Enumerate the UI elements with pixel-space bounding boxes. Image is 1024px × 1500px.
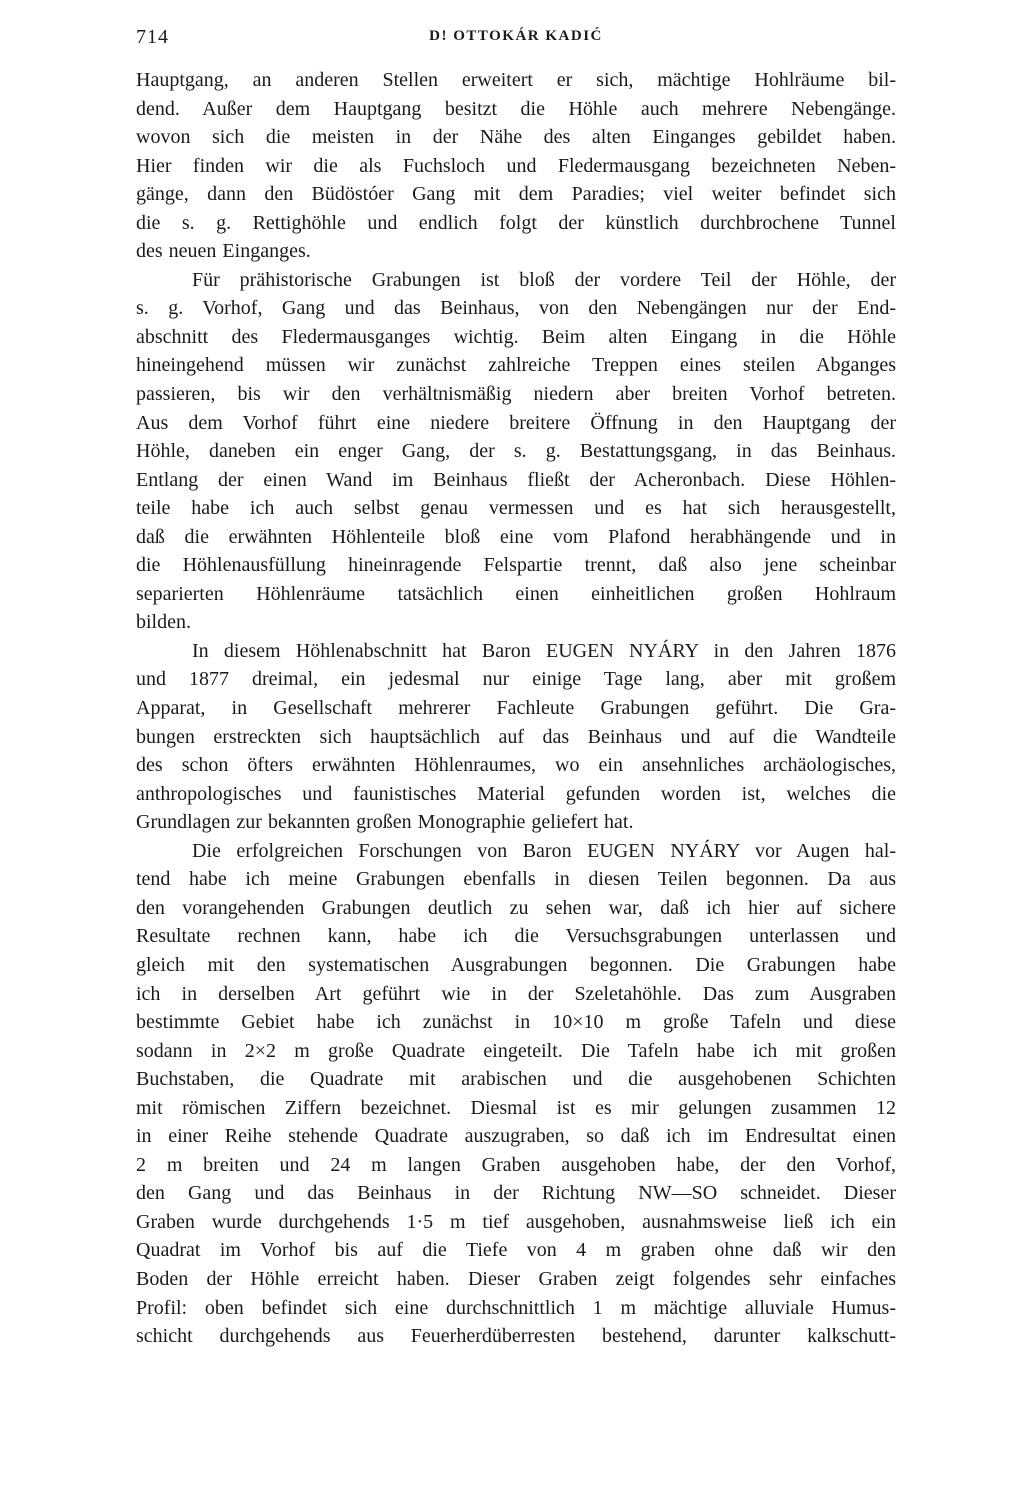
text-line: daß die erwähnten Höhlenteile bloß eine vom Plafond herabhängende und in [136, 525, 896, 548]
text-line: teile habe ich auch selbst genau vermessen und es hat sich herausgestellt, [136, 497, 896, 520]
text-line: Hier finden wir die als Fuchsloch und Fledermausgang bezeichneten Neben- [136, 154, 896, 177]
text-line: 2 m breiten und 24 m langen Graben ausgehoben habe, der den Vorhof, [136, 1153, 896, 1176]
text-line: Graben wurde durchgehends 1·5 m tief ausgehoben, ausnahmsweise ließ ich ein [136, 1210, 896, 1233]
text-line: anthropologisches und faunistisches Material gefunden worden ist, welches die [136, 782, 896, 805]
text-line: Quadrat im Vorhof bis auf die Tiefe von 4 m graben ohne daß wir den [136, 1239, 896, 1262]
body-text [136, 66, 896, 1351]
text-line: Boden der Höhle erreicht haben. Dieser Graben zeigt folgendes sehr einfaches [136, 1267, 896, 1290]
text-line: den vorangehenden Grabungen deutlich zu sehen war, daß ich hier auf sichere [136, 896, 896, 919]
text-line: separierten Höhlenräume tatsächlich einen einheitlichen großen Hohlraum [136, 582, 896, 605]
text-line: hineingehend müssen wir zunächst zahlreiche Treppen eines steilen Abganges [136, 354, 896, 377]
text-line: in einer Reihe stehende Quadrate auszugraben, so daß ich im Endresultat einen [136, 1125, 896, 1148]
text-line: Apparat, in Gesellschaft mehrerer Fachleute Grabungen geführt. Die Gra- [136, 697, 896, 720]
text-line: und 1877 dreimal, ein jedesmal nur einige Tage lang, aber mit großem [136, 668, 896, 691]
text-line: mit römischen Ziffern bezeichnet. Diesmal ist es mir gelungen zusammen 12 [136, 1096, 896, 1119]
paragraph-start-line: In diesem Höhlenabschnitt hat Baron EUGEN NYÁRY in den Jahren 1876 [192, 639, 896, 662]
text-line: den Gang und das Beinhaus in der Richtung NW—SO schneidet. Dieser [136, 1182, 896, 1205]
text-line: Entlang der einen Wand im Beinhaus fließt der Acheronbach. Diese Höhlen- [136, 468, 896, 491]
text-line: dend. Außer dem Hauptgang besitzt die Höhle auch mehrere Nebengänge. [136, 97, 896, 120]
text-line: abschnitt des Fledermausganges wichtig. Beim alten Eingang in die Höhle [136, 325, 896, 348]
text-line: des schon öfters erwähnten Höhlenraumes, wo ein ansehnliches archäologisches, [136, 754, 896, 777]
text-line: die Höhlenausfüllung hineinragende Felspartie trennt, daß also jene scheinbar [136, 554, 896, 577]
text-line: gänge, dann den Büdöstóer Gang mit dem Paradies; viel weiter befindet sich [136, 183, 896, 206]
paragraph-start-line: Die erfolgreichen Forschungen von Baron EUGEN NYÁRY vor Augen hal- [192, 839, 896, 862]
text-line: Resultate rechnen kann, habe ich die Versuchsgrabungen unterlassen und [136, 925, 896, 948]
page-number: 714 [136, 26, 169, 48]
text-line: wovon sich die meisten in der Nähe des alten Einganges gebildet haben. [136, 126, 896, 149]
text-line: Höhle, daneben ein enger Gang, der s. g. Bestattungsgang, in das Beinhaus. [136, 440, 896, 463]
text-line: s. g. Vorhof, Gang und das Beinhaus, von den Nebengängen nur der End- [136, 297, 896, 320]
text-line: bilden. [136, 611, 191, 634]
text-line: gleich mit den systematischen Ausgrabungen begonnen. Die Grabungen habe [136, 953, 896, 976]
text-line: passieren, bis wir den verhältnismäßig niedern aber breiten Vorhof betreten. [136, 383, 896, 406]
text-line: bungen erstreckten sich hauptsächlich auf das Beinhaus und auf die Wandteile [136, 725, 896, 748]
text-line: ich in derselben Art geführt wie in der Szeletahöhle. Das zum Ausgraben [136, 982, 896, 1005]
paragraph-start-line: Für prähistorische Grabungen ist bloß der vordere Teil der Höhle, der [192, 268, 896, 291]
text-line: Buchstaben, die Quadrate mit arabischen und die ausgehobenen Schichten [136, 1068, 896, 1091]
text-line: Hauptgang, an anderen Stellen erweitert er sich, mächtige Hohlräume bil- [136, 69, 896, 91]
text-line: tend habe ich meine Grabungen ebenfalls in diesen Teilen begonnen. Da aus [136, 868, 896, 891]
text-line: die s. g. Rettighöhle und endlich folgt der künstlich durchbrochene Tunnel [136, 211, 896, 234]
text-line: des neuen Einganges. [136, 240, 311, 263]
text-line: sodann in 2×2 m große Quadrate eingeteilt. Die Tafeln habe ich mit großen [136, 1039, 896, 1062]
text-line: Grundlagen zur bekannten großen Monographie geliefert hat. [136, 811, 634, 834]
text-line: bestimmte Gebiet habe ich zunächst in 10×10 m große Tafeln und diese [136, 1011, 896, 1034]
text-line: Profil: oben befindet sich eine durchschnittlich 1 m mächtige alluviale Humus- [136, 1296, 896, 1319]
running-header [136, 26, 896, 52]
running-title: D! OTTOKÁR KADIĆ [429, 28, 603, 44]
text-line: schicht durchgehends aus Feuerherdüberresten bestehend, darunter kalkschutt- [136, 1325, 896, 1348]
text-line: Aus dem Vorhof führt eine niedere breitere Öffnung in den Hauptgang der [136, 411, 896, 434]
